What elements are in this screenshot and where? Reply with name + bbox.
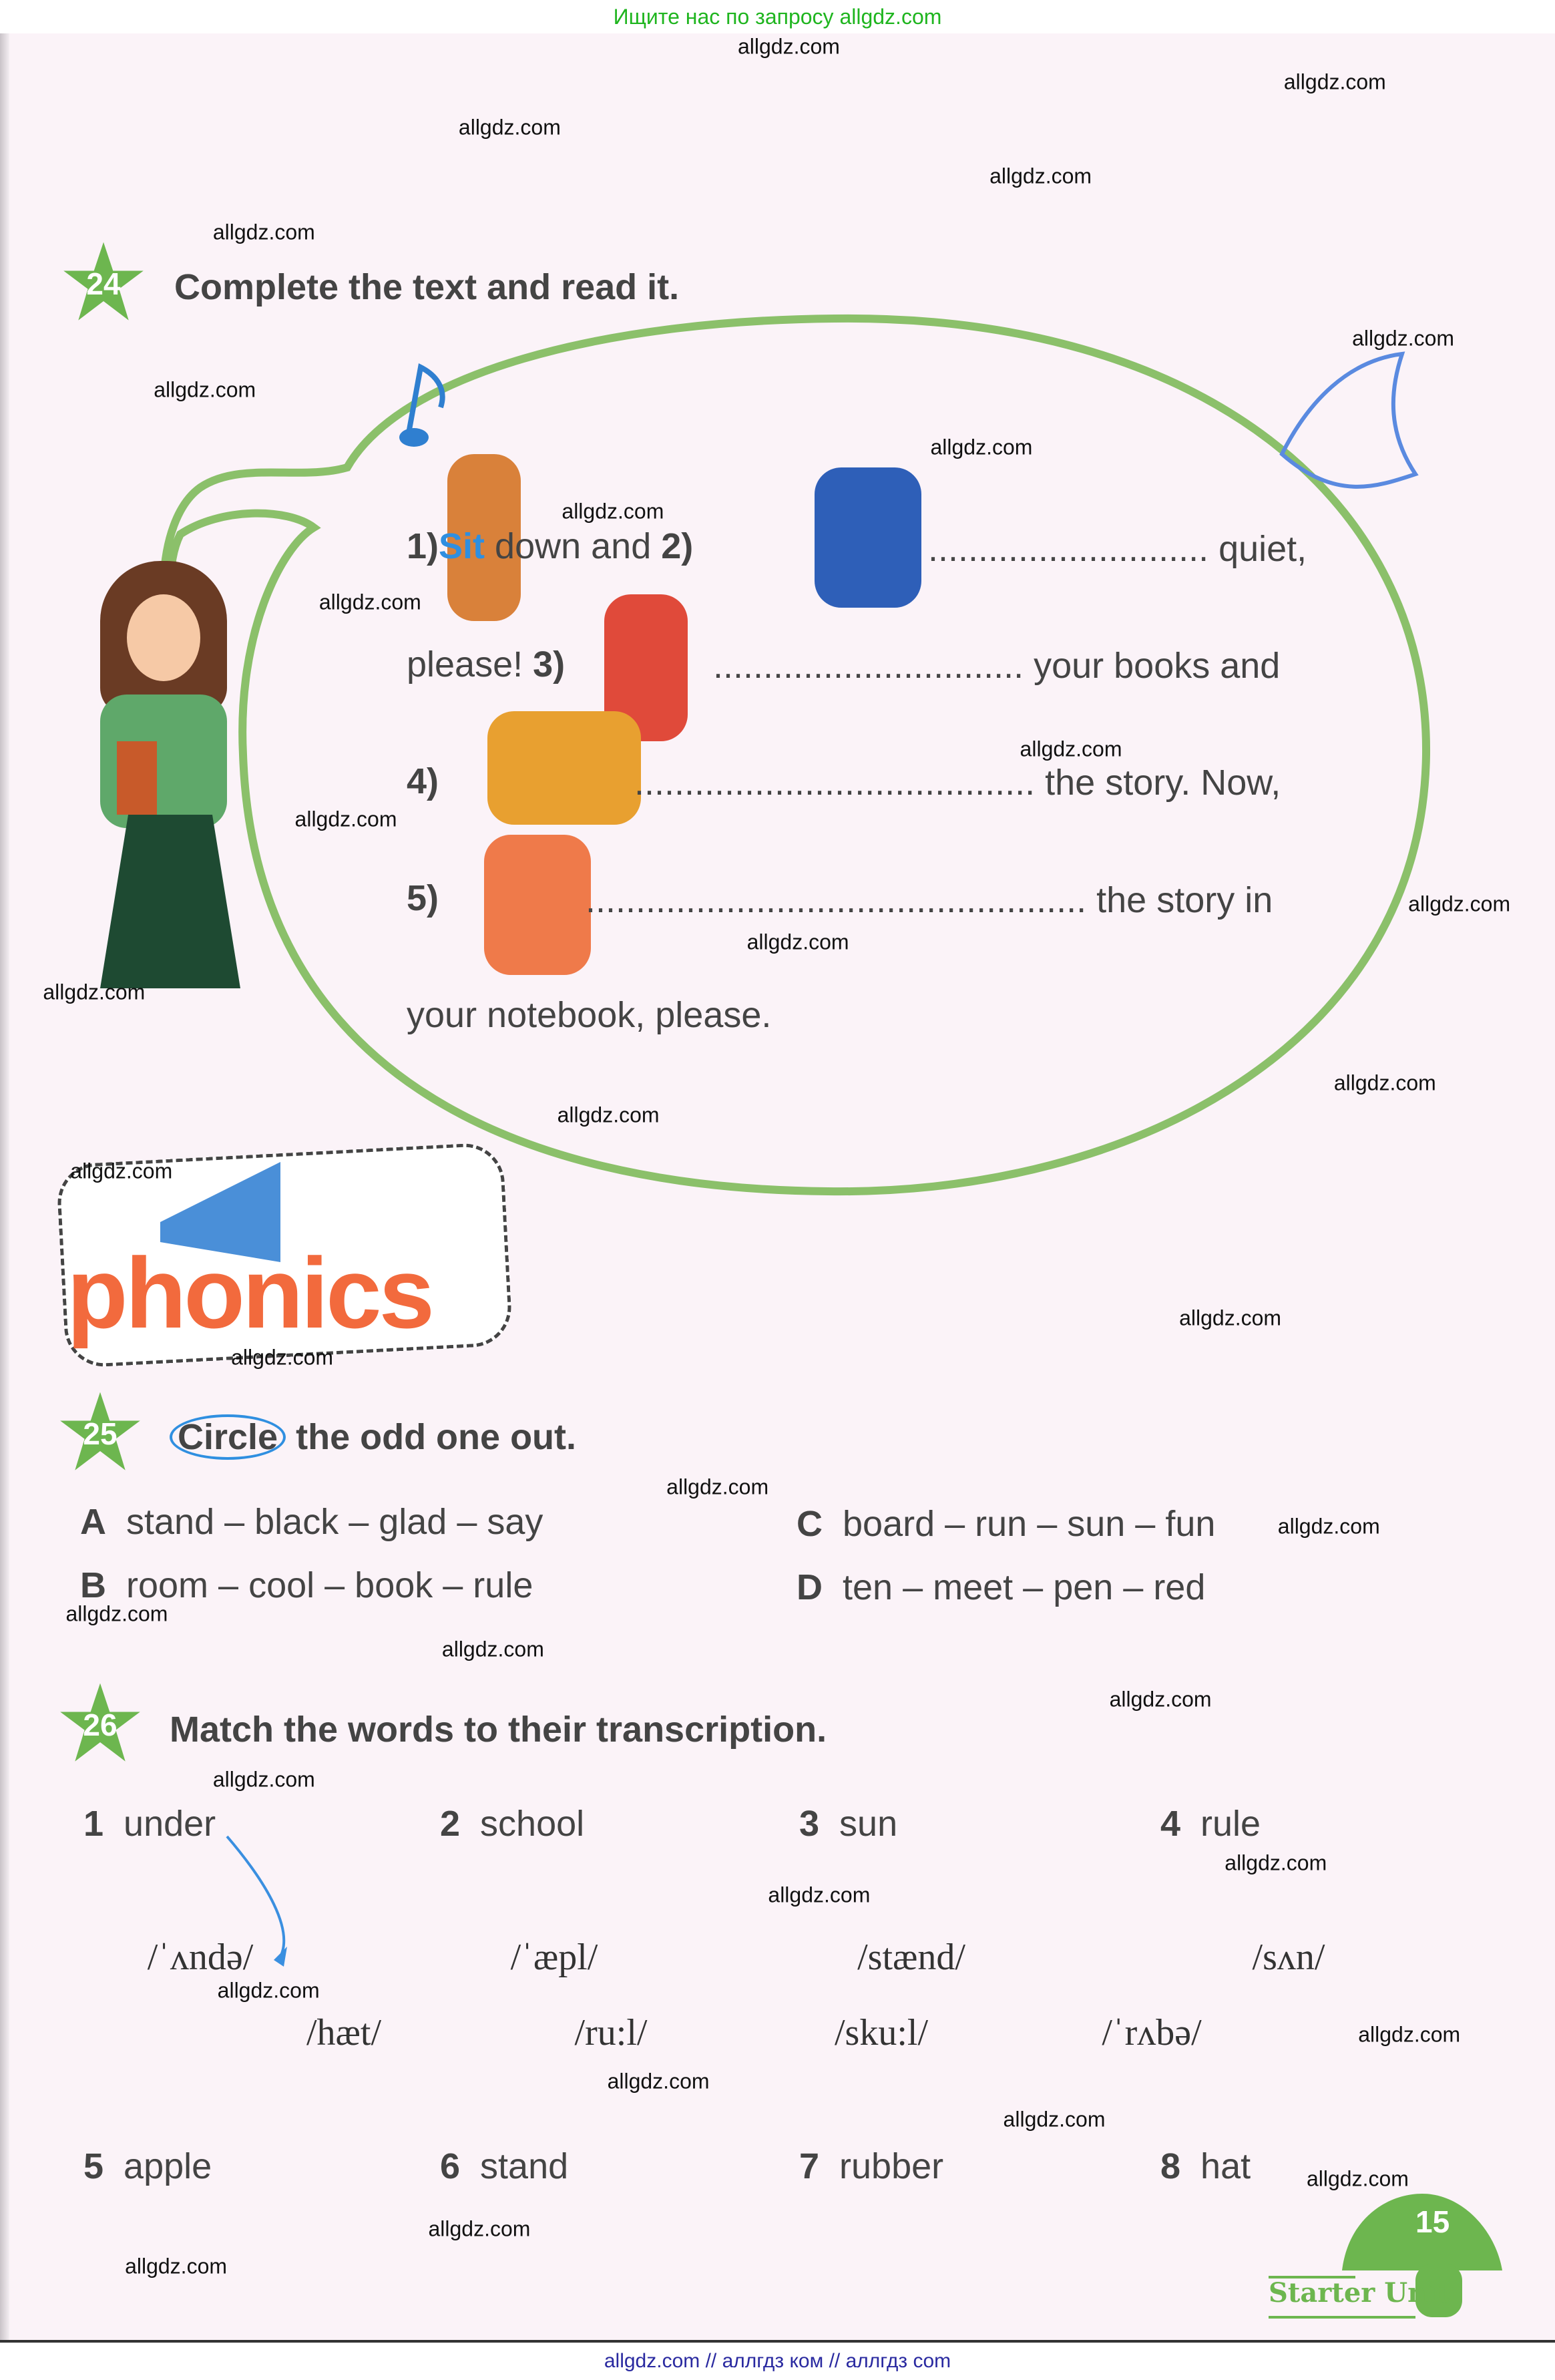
transcription[interactable]: /ˈʌndə/ <box>147 1937 254 1978</box>
watermark: allgdz.com <box>231 1345 334 1370</box>
watermark: allgdz.com <box>1358 2022 1461 2047</box>
page-number: 15 <box>1415 2204 1450 2239</box>
match-word: 6 stand <box>440 2146 569 2186</box>
watermark: allgdz.com <box>1333 1070 1436 1095</box>
match-word: 8 hat <box>1160 2146 1251 2186</box>
odd-row-b: B room – cool – book – rule <box>80 1565 533 1605</box>
phonics-logo: phonics <box>67 1237 433 1349</box>
odd-row-d: D ten – meet – pen – red <box>797 1567 1206 1607</box>
number-4: 4) <box>407 761 439 801</box>
search-banner[interactable]: Ищите нас по запросу allgdz.com <box>0 0 1555 33</box>
watermark: allgdz.com <box>562 499 664 524</box>
watermark: allgdz.com <box>1277 1514 1380 1539</box>
watermark: allgdz.com <box>737 34 840 59</box>
transcription[interactable]: /sʌn/ <box>1252 1937 1325 1978</box>
watermark: allgdz.com <box>607 2069 710 2094</box>
watermark: allgdz.com <box>125 2254 228 2278</box>
watermark: allgdz.com <box>989 164 1092 188</box>
text-line-5: your notebook, please. <box>407 995 772 1035</box>
match-word: 7 rubber <box>799 2146 944 2186</box>
watermark: allgdz.com <box>1225 1850 1327 1875</box>
watermark: allgdz.com <box>1352 326 1455 351</box>
watermark: allgdz.com <box>70 1159 173 1183</box>
watermark: allgdz.com <box>1109 1687 1212 1712</box>
number-5: 5) <box>407 878 439 918</box>
watermark: allgdz.com <box>666 1474 769 1499</box>
watermark: allgdz.com <box>1306 2166 1409 2191</box>
footer-links[interactable]: allgdz.com // аллгдз ком // аллгдз com <box>0 2340 1555 2380</box>
watermark: allgdz.com <box>1003 2107 1106 2132</box>
match-word: 2 school <box>440 1804 585 1844</box>
watermark: allgdz.com <box>768 1882 871 1907</box>
watermark: allgdz.com <box>441 1637 544 1661</box>
transcription[interactable]: /sku:l/ <box>834 2012 929 2053</box>
transcription[interactable]: /ˈrʌbə/ <box>1102 2012 1202 2053</box>
transcription[interactable]: /ru:l/ <box>574 2012 648 2053</box>
blank-3: ............................... your books and <box>713 646 1281 686</box>
watermark: allgdz.com <box>1020 737 1122 761</box>
watermark: allgdz.com <box>428 2216 531 2241</box>
watermark: allgdz.com <box>1179 1306 1282 1330</box>
exercise-number: 25 <box>83 1416 118 1451</box>
watermark: allgdz.com <box>746 930 849 954</box>
odd-row-a: A stand – black – glad – say <box>80 1502 543 1542</box>
exercise-25-title: Circle the odd one out. <box>170 1416 576 1458</box>
watermark: allgdz.com <box>458 115 561 140</box>
exercise-26-title: Match the words to their transcription. <box>170 1710 827 1750</box>
transcription[interactable]: /stænd/ <box>857 1937 965 1978</box>
exercise-24-title: Complete the text and read it. <box>174 267 680 307</box>
text-line-2: please! 3) <box>407 644 566 684</box>
watermark: allgdz.com <box>212 220 315 244</box>
watermark: allgdz.com <box>217 1978 320 2003</box>
match-word: 4 rule <box>1160 1804 1261 1844</box>
odd-row-c: C board – run – sun – fun <box>797 1504 1216 1544</box>
unit-label: Starter Unit <box>1269 2277 1450 2309</box>
exercise-number: 26 <box>83 1708 118 1742</box>
blank-2: ............................ quiet, <box>928 529 1307 569</box>
match-word: 1 under <box>83 1804 216 1844</box>
watermark: allgdz.com <box>557 1103 660 1127</box>
watermark: allgdz.com <box>930 435 1033 459</box>
match-word: 5 apple <box>83 2146 212 2186</box>
watermark: allgdz.com <box>318 590 421 614</box>
blank-5: .................................................. the story in <box>586 880 1273 920</box>
text-line-1: 1)Sit down and 2) <box>407 526 694 566</box>
transcription[interactable]: /ˈæpl/ <box>510 1937 598 1978</box>
blank-4: ........................................ the story. Now, <box>634 763 1281 803</box>
transcription[interactable]: /hæt/ <box>306 2012 382 2053</box>
watermark: allgdz.com <box>1408 891 1511 916</box>
watermark: allgdz.com <box>212 1767 315 1792</box>
watermark: allgdz.com <box>154 377 256 402</box>
watermark: allgdz.com <box>43 980 146 1004</box>
watermark: allgdz.com <box>65 1601 168 1626</box>
watermark: allgdz.com <box>294 807 397 831</box>
watermark: allgdz.com <box>1283 69 1386 94</box>
match-word: 3 sun <box>799 1804 898 1844</box>
exercise-number: 24 <box>86 266 121 301</box>
